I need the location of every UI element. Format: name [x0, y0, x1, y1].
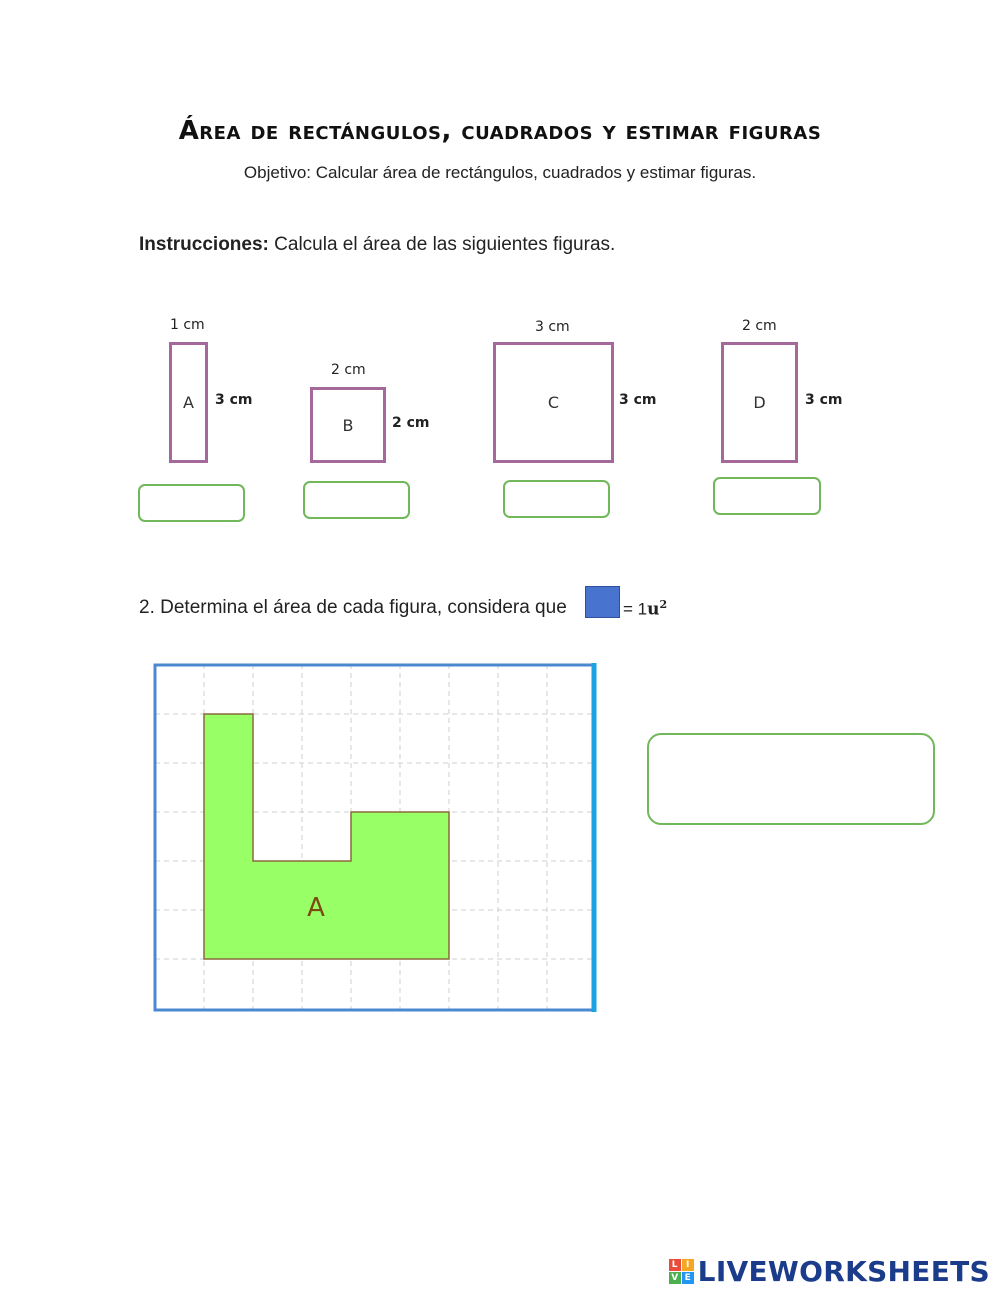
instructions-text: Calcula el área de las siguientes figuras.	[268, 234, 616, 255]
shape-a-rectangle	[169, 342, 208, 463]
shape-d-top-dim: 2 cm	[742, 318, 777, 334]
logo-mark-i: I	[682, 1259, 694, 1271]
logo-mark-icon	[669, 1259, 694, 1284]
shape-d-side-dim: 3 cm	[805, 392, 843, 408]
shape-b-top-dim: 2 cm	[331, 362, 366, 378]
shape-a-side-dim: 3 cm	[215, 392, 253, 408]
shape-b-letter: B	[342, 415, 354, 435]
page-title: Área de rectángulos, cuadrados y estimar figuras	[178, 116, 822, 146]
shape-b-square	[310, 387, 386, 463]
logo-text: LIVEWORKSHEETS	[697, 1255, 990, 1288]
logo-mark-e: E	[682, 1272, 694, 1284]
logo-mark-l: L	[669, 1259, 681, 1271]
answer-box-d[interactable]	[713, 477, 821, 515]
unit-equation	[623, 598, 667, 620]
instructions-label: Instrucciones:	[139, 234, 269, 255]
shape-c-square	[493, 342, 614, 463]
shape-a-letter: A	[183, 393, 194, 412]
objective-text: Objetivo: Calcular área de rectángulos, cuadrados y estimar figuras.	[243, 163, 757, 182]
shape-d-letter: D	[753, 393, 766, 412]
shape-a-top-dim: 1 cm	[170, 317, 205, 333]
unit-symbol: u	[647, 599, 660, 620]
answer-box-b[interactable]	[303, 481, 410, 519]
logo-mark-v: V	[669, 1272, 681, 1284]
answer-box-a[interactable]	[138, 484, 245, 522]
answer-box-figure-a[interactable]	[647, 733, 935, 825]
shape-d-rectangle	[721, 342, 798, 463]
instructions	[139, 234, 615, 256]
unit-equals: = 1	[623, 599, 648, 619]
figure-a-shape	[204, 714, 449, 959]
shape-b-side-dim: 2 cm	[392, 415, 430, 431]
unit-square-icon	[585, 586, 620, 618]
liveworksheets-logo	[669, 1255, 990, 1288]
unit-exponent: 2	[659, 598, 668, 611]
question-2-text: 2. Determina el área de cada figura, considera que	[139, 597, 567, 618]
shape-c-side-dim: 3 cm	[619, 392, 657, 408]
figure-a-label: A	[307, 893, 325, 923]
answer-box-c[interactable]	[503, 480, 610, 518]
shape-c-top-dim: 3 cm	[535, 319, 570, 335]
grid-figure	[150, 660, 600, 1016]
shape-c-letter: C	[547, 393, 560, 412]
